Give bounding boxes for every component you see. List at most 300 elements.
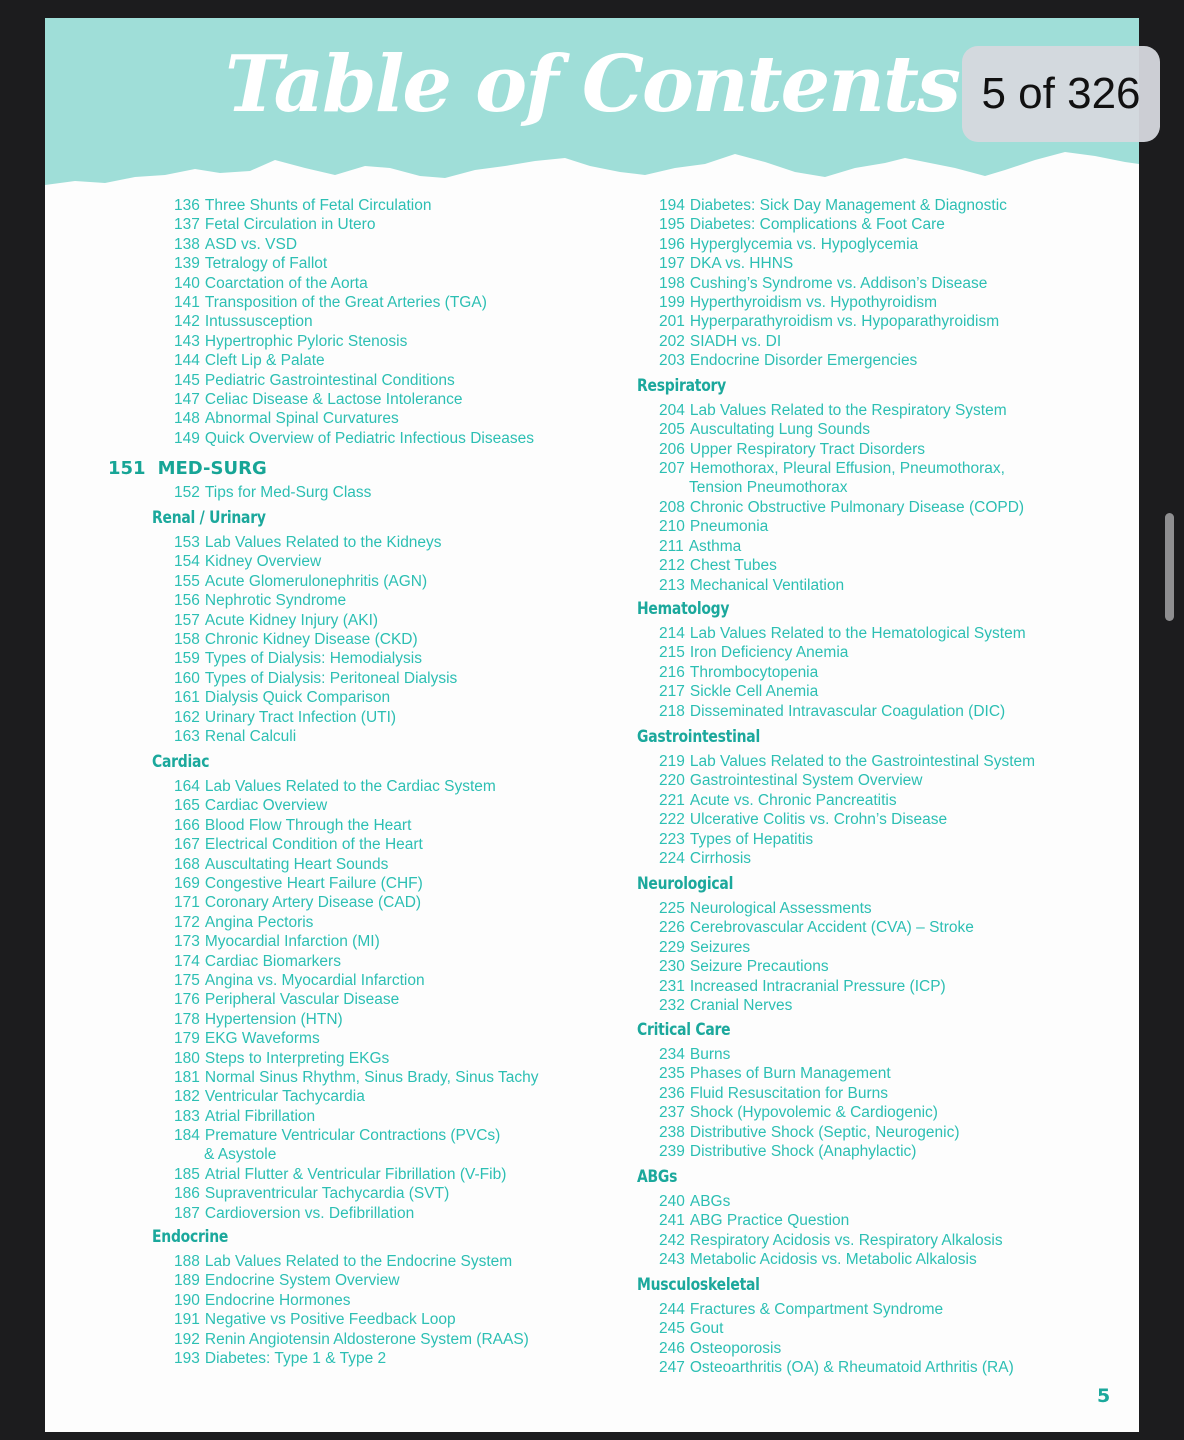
- toc-page-number: 156: [174, 592, 200, 610]
- toc-entry-title: Hyperglycemia vs. Hypoglycemia: [689, 235, 919, 253]
- toc-entry[interactable]: [659, 351, 917, 370]
- toc-page-number: 192: [174, 1330, 200, 1348]
- toc-entry-title: Urinary Tract Infection (UTI): [204, 708, 397, 726]
- toc-page-number: 205: [659, 421, 685, 439]
- toc-entry[interactable]: [659, 1250, 977, 1269]
- toc-entry[interactable]: [174, 1271, 400, 1290]
- toc-entry-title: Fractures & Compartment Syndrome: [689, 1301, 944, 1318]
- toc-entry[interactable]: [174, 727, 296, 746]
- toc-entry-title: Ulcerative Colitis vs. Crohn’s Disease: [689, 811, 948, 829]
- toc-entry[interactable]: [659, 440, 925, 459]
- toc-entry[interactable]: [659, 498, 1024, 517]
- toc-entry[interactable]: [659, 1123, 960, 1142]
- toc-entry-title: Respiratory Acidosis vs. Respiratory Alkalosis: [689, 1231, 1003, 1249]
- toc-entry[interactable]: [174, 274, 368, 293]
- toc-entry[interactable]: [659, 537, 741, 556]
- toc-page-number: 144: [174, 352, 200, 370]
- toc-entry[interactable]: [174, 196, 431, 215]
- toc-entry[interactable]: [659, 1319, 723, 1338]
- toc-entry[interactable]: [659, 1339, 781, 1358]
- toc-entry-title: Hemothorax, Pleural Effusion, Pneumothorax,: [689, 460, 1005, 478]
- toc-entry[interactable]: [174, 630, 418, 649]
- toc-entry-title: Blood Flow Through the Heart: [204, 816, 412, 834]
- toc-entry[interactable]: [659, 1211, 849, 1230]
- toc-entry-title: Acute vs. Chronic Pancreatitis: [689, 791, 897, 809]
- toc-entry[interactable]: [174, 669, 457, 688]
- toc-entry-title: Electrical Condition of the Heart: [204, 836, 423, 854]
- toc-page-number: 157: [174, 611, 200, 629]
- toc-page-number: 137: [174, 216, 200, 234]
- toc-page-number: 169: [174, 875, 200, 892]
- toc-page-number: 199: [659, 294, 685, 311]
- toc-entry-title: ABGs: [689, 1193, 731, 1210]
- toc-page-number: 158: [174, 631, 200, 648]
- toc-entry-title: Normal Sinus Rhythm, Sinus Brady, Sinus Tachy: [204, 1069, 539, 1086]
- toc-page-number: 244: [659, 1301, 685, 1318]
- toc-page-number: 234: [659, 1046, 685, 1063]
- toc-entry[interactable]: [659, 576, 844, 595]
- toc-page-number: 196: [659, 235, 685, 253]
- toc-entry-title: Tetralogy of Fallot: [204, 255, 328, 273]
- toc-entry[interactable]: [659, 771, 922, 790]
- toc-entry-title: Negative vs Positive Feedback Loop: [204, 1311, 456, 1329]
- toc-page-number: 190: [174, 1291, 200, 1309]
- toc-major-title: MED-SURG: [157, 458, 267, 479]
- toc-page-number: 237: [659, 1104, 685, 1122]
- toc-major-page-number: 151: [108, 458, 146, 479]
- toc-entry[interactable]: [659, 810, 947, 829]
- toc-entry-title: Diabetes: Complications & Foot Care: [689, 216, 945, 234]
- toc-page-number: 147: [174, 391, 200, 408]
- toc-page-number: 193: [174, 1350, 200, 1367]
- toc-entry[interactable]: [174, 572, 427, 591]
- toc-entry-title: Diabetes: Sick Day Management & Diagnostic: [689, 197, 1007, 214]
- toc-page-number: 188: [174, 1253, 200, 1270]
- toc-entry[interactable]: [174, 293, 487, 312]
- toc-entry-title: Types of Dialysis: Hemodialysis: [204, 650, 422, 668]
- toc-entry[interactable]: [174, 835, 423, 854]
- toc-entry-title: Seizures: [689, 938, 751, 956]
- toc-entry[interactable]: [174, 409, 399, 428]
- toc-entry-title: Cerebrovascular Accident (CVA) – Stroke: [689, 919, 974, 937]
- toc-entry[interactable]: [659, 254, 793, 273]
- toc-entry[interactable]: [174, 483, 371, 502]
- toc-entry-title: Seizure Precautions: [689, 958, 829, 976]
- toc-entry-title: Shock (Hypovolemic & Cardiogenic): [689, 1104, 938, 1122]
- toc-entry-title: Supraventricular Tachycardia (SVT): [204, 1185, 450, 1203]
- toc-entry-title: Cushing’s Syndrome vs. Addison’s Disease: [689, 274, 988, 292]
- toc-entry[interactable]: [659, 849, 751, 868]
- toc-entry[interactable]: [659, 1064, 891, 1083]
- toc-entry-title: Ventricular Tachycardia: [204, 1088, 365, 1106]
- toc-page-number: 197: [659, 255, 685, 273]
- toc-entry[interactable]: [659, 293, 937, 312]
- toc-entry-title: Acute Kidney Injury (AKI): [204, 611, 379, 629]
- toc-entry-title: Chronic Obstructive Pulmonary Disease (COPD): [689, 499, 1025, 516]
- toc-entry[interactable]: [174, 855, 388, 874]
- toc-page-number: 245: [659, 1320, 685, 1338]
- toc-entry-title: Osteoarthritis (OA) & Rheumatoid Arthritis (RA): [689, 1359, 1014, 1377]
- toc-page-number: 178: [174, 1010, 200, 1028]
- toc-page-number: 219: [659, 753, 685, 770]
- toc-page-number: 231: [659, 977, 685, 995]
- toc-entry[interactable]: [174, 1204, 414, 1223]
- toc-entry-title: Chest Tubes: [689, 557, 777, 575]
- toc-page-number: 211: [659, 537, 684, 555]
- toc-entry-title: ASD vs. VSD: [204, 235, 298, 253]
- toc-page-number: 176: [174, 991, 200, 1009]
- toc-entry-title: Abnormal Spinal Curvatures: [204, 410, 399, 428]
- toc-entry[interactable]: [659, 459, 1005, 478]
- toc-entry-title: Cirrhosis: [689, 850, 752, 867]
- toc-entry[interactable]: [174, 932, 380, 951]
- toc-section-heading: Renal / Urinary: [152, 508, 266, 528]
- toc-entry[interactable]: [659, 702, 1005, 721]
- toc-page-number: 214: [659, 625, 685, 642]
- toc-entry[interactable]: [659, 215, 945, 234]
- toc-page-number: 184: [174, 1127, 200, 1145]
- toc-page-number: 213: [659, 576, 685, 594]
- toc-page-number: 173: [174, 933, 200, 951]
- toc-entry[interactable]: [174, 215, 375, 234]
- toc-entry-title: Metabolic Acidosis vs. Metabolic Alkalosis: [689, 1251, 977, 1269]
- toc-entry[interactable]: [659, 938, 750, 957]
- toc-entry-title: Auscultating Heart Sounds: [204, 855, 389, 873]
- toc-entry[interactable]: [174, 990, 399, 1009]
- toc-section-heading: Respiratory: [637, 376, 727, 396]
- toc-entry-title: Mechanical Ventilation: [689, 576, 845, 594]
- toc-entry[interactable]: [659, 420, 870, 439]
- toc-entry-title: Types of Hepatitis: [689, 830, 814, 848]
- toc-entry[interactable]: [174, 913, 313, 932]
- toc-page-number: 216: [659, 663, 685, 681]
- toc-entry[interactable]: [174, 688, 390, 707]
- toc-entry[interactable]: [659, 1192, 730, 1211]
- toc-page-number: 168: [174, 855, 200, 873]
- toc-entry[interactable]: [174, 1349, 386, 1368]
- toc-entry[interactable]: [659, 643, 848, 662]
- toc-entry-title: Lab Values Related to the Hematological System: [689, 625, 1026, 642]
- toc-page-number: 207: [659, 460, 685, 478]
- toc-page-number: 241: [659, 1212, 685, 1230]
- toc-entry[interactable]: [174, 351, 325, 370]
- toc-entry[interactable]: [174, 332, 407, 351]
- toc-page-number: 204: [659, 402, 685, 419]
- toc-entry[interactable]: [174, 952, 341, 971]
- toc-entry-title: Lab Values Related to the Cardiac System: [204, 778, 496, 795]
- toc-entry[interactable]: [174, 552, 321, 571]
- toc-page-number: 194: [659, 197, 685, 214]
- toc-page-number: 230: [659, 958, 685, 976]
- toc-entry-title: Endocrine System Overview: [204, 1272, 400, 1290]
- toc-entry[interactable]: [659, 996, 792, 1015]
- toc-entry[interactable]: [659, 791, 897, 810]
- toc-entry-title: Cardioversion vs. Defibrillation: [204, 1204, 415, 1222]
- toc-entry[interactable]: [174, 708, 396, 727]
- toc-page-number: 217: [659, 683, 685, 701]
- toc-entry[interactable]: [659, 401, 1007, 420]
- toc-page-number: 191: [174, 1311, 200, 1329]
- toc-entry-title: Intussusception: [204, 313, 313, 331]
- toc-page-number: 235: [659, 1065, 685, 1083]
- toc-entry-title: Atrial Flutter & Ventricular Fibrillation (V-Fib): [204, 1166, 507, 1183]
- toc-entry-title: Hypertrophic Pyloric Stenosis: [204, 332, 408, 350]
- toc-entry[interactable]: [659, 196, 1007, 215]
- toc-page-number: 221: [659, 791, 685, 809]
- toc-entry-title: Nephrotic Syndrome: [204, 592, 347, 610]
- toc-entry-title: Pediatric Gastrointestinal Conditions: [204, 371, 455, 389]
- toc-page-number: 208: [659, 499, 685, 516]
- toc-entry[interactable]: [659, 556, 777, 575]
- toc-entry-title: Cardiac Biomarkers: [204, 952, 341, 970]
- toc-entry[interactable]: [174, 1330, 529, 1349]
- toc-entry-title: SIADH vs. DI: [689, 332, 782, 350]
- toc-page-number: 165: [174, 797, 200, 815]
- toc-entry[interactable]: [174, 1049, 389, 1068]
- toc-entry[interactable]: [659, 977, 946, 996]
- toc-entry[interactable]: [174, 1068, 539, 1087]
- toc-entry-title: ABG Practice Question: [689, 1212, 850, 1230]
- toc-page-number: 201: [659, 313, 685, 331]
- toc-entry-title: Fetal Circulation in Utero: [204, 216, 376, 234]
- toc-entry[interactable]: [659, 918, 974, 937]
- toc-entry[interactable]: [659, 1142, 916, 1161]
- toc-entry[interactable]: [659, 1045, 730, 1064]
- toc-page-number: 136: [174, 197, 200, 214]
- toc-entry[interactable]: [174, 533, 442, 552]
- torn-paper-edge: [45, 148, 1139, 198]
- toc-entry-title: Phases of Burn Management: [689, 1065, 891, 1083]
- toc-entry[interactable]: [659, 332, 781, 351]
- toc-entry[interactable]: [659, 274, 987, 293]
- toc-entry[interactable]: [174, 1165, 506, 1184]
- toc-entry[interactable]: [659, 1084, 888, 1103]
- toc-entry[interactable]: [659, 312, 999, 331]
- toc-page-number: 142: [174, 313, 200, 331]
- toc-entry[interactable]: [174, 1126, 500, 1145]
- toc-entry-title: Lab Values Related to the Respiratory System: [689, 402, 1007, 419]
- toc-page-number: 154: [174, 553, 200, 571]
- toc-entry-title: Increased Intracranial Pressure (ICP): [689, 977, 946, 995]
- toc-page-number: 210: [659, 518, 685, 536]
- toc-entry-title: Tips for Med-Surg Class: [204, 484, 372, 501]
- toc-entry[interactable]: [174, 893, 421, 912]
- toc-entry-title: Peripheral Vascular Disease: [204, 991, 400, 1009]
- toc-section-heading: Neurological: [637, 874, 734, 894]
- toc-page-number: 226: [659, 919, 685, 937]
- toc-page-number: 138: [174, 235, 200, 253]
- toc-entry[interactable]: [174, 611, 378, 630]
- toc-page-number: 186: [174, 1185, 200, 1203]
- toc-page-number: 225: [659, 900, 685, 917]
- toc-page-number: 174: [174, 952, 200, 970]
- toc-entry[interactable]: [174, 312, 313, 331]
- toc-entry[interactable]: [174, 1291, 350, 1310]
- toc-entry-title: Hyperthyroidism vs. Hypothyroidism: [689, 294, 938, 311]
- toc-section-heading: ABGs: [637, 1167, 678, 1187]
- toc-entry-title: Pneumonia: [689, 518, 769, 536]
- toc-page-number: 175: [174, 972, 200, 989]
- toc-entry-title: Kidney Overview: [204, 553, 322, 571]
- toc-page-number: 222: [659, 811, 685, 829]
- toc-entry-title: Osteoporosis: [689, 1339, 782, 1357]
- toc-page-number: 243: [659, 1251, 685, 1269]
- toc-entry-title: Lab Values Related to the Kidneys: [204, 534, 442, 551]
- toc-entry-title: Disseminated Intravascular Coagulation (DIC): [689, 702, 1006, 720]
- toc-entry[interactable]: [659, 682, 818, 701]
- toc-entry[interactable]: [174, 971, 425, 990]
- toc-page-number: 149: [174, 429, 200, 447]
- toc-entry-title: Acute Glomerulonephritis (AGN): [204, 572, 428, 590]
- toc-entry-title: Hypertension (HTN): [204, 1010, 343, 1028]
- toc-entry-title: Angina Pectoris: [204, 913, 314, 931]
- toc-section-heading: Musculoskeletal: [637, 1275, 760, 1295]
- toc-entry[interactable]: [174, 591, 346, 610]
- toc-entry[interactable]: [174, 1252, 512, 1271]
- toc-entry-title: Dialysis Quick Comparison: [204, 689, 391, 707]
- toc-entry[interactable]: [174, 649, 422, 668]
- toc-entry-title: Celiac Disease & Lactose Intolerance: [204, 391, 463, 408]
- toc-entry-title: Three Shunts of Fetal Circulation: [204, 197, 432, 214]
- toc-entry-title: Myocardial Infarction (MI): [204, 933, 380, 951]
- toc-entry-title: Congestive Heart Failure (CHF): [204, 875, 423, 892]
- toc-page-number: 139: [174, 255, 200, 273]
- toc-entry[interactable]: [659, 517, 768, 536]
- toc-page-number: 153: [174, 534, 200, 551]
- toc-page-number: 232: [659, 997, 685, 1014]
- toc-page-number: 206: [659, 440, 685, 458]
- toc-entry[interactable]: [659, 830, 813, 849]
- toc-entry-title: Angina vs. Myocardial Infarction: [204, 972, 425, 989]
- toc-entry-title: Types of Dialysis: Peritoneal Dialysis: [204, 669, 458, 687]
- toc-entry[interactable]: [659, 752, 1035, 771]
- toc-entry[interactable]: [659, 1103, 938, 1122]
- toc-page-number: 166: [174, 816, 200, 834]
- document-page: [45, 18, 1139, 1432]
- toc-entry-title: Endocrine Hormones: [204, 1291, 351, 1309]
- toc-page-number: 161: [174, 689, 200, 707]
- toc-entry-title: Asthma: [688, 537, 742, 555]
- toc-entry[interactable]: [659, 1358, 1014, 1377]
- toc-entry[interactable]: [174, 796, 327, 815]
- toc-entry-continuation: Tension Pneumothorax: [689, 478, 848, 496]
- toc-page-number: 242: [659, 1231, 685, 1249]
- toc-page-number: 145: [174, 371, 200, 389]
- toc-entry-title: Fluid Resuscitation for Burns: [689, 1084, 889, 1102]
- toc-entry[interactable]: [174, 1310, 456, 1329]
- toc-page-number: 223: [659, 830, 685, 848]
- toc-entry-title: Transposition of the Great Arteries (TGA): [204, 294, 487, 311]
- toc-entry-title: Thrombocytopenia: [689, 663, 819, 681]
- toc-page-number: 160: [174, 669, 200, 687]
- toc-page-number: 238: [659, 1123, 685, 1141]
- toc-entry[interactable]: [659, 957, 829, 976]
- toc-page-number: 187: [174, 1204, 200, 1222]
- toc-entry[interactable]: [174, 254, 327, 273]
- toc-page-number: 212: [659, 557, 685, 575]
- toc-entry[interactable]: [174, 1184, 449, 1203]
- toc-page-number: 203: [659, 352, 685, 370]
- toc-entry[interactable]: [659, 663, 818, 682]
- toc-entry-title: Renal Calculi: [204, 728, 297, 745]
- toc-page-number: 180: [174, 1049, 200, 1067]
- toc-page-number: 171: [174, 894, 200, 912]
- toc-entry-title: Atrial Fibrillation: [204, 1107, 316, 1125]
- toc-entry-title: Sickle Cell Anemia: [689, 683, 819, 701]
- toc-entry[interactable]: [174, 371, 455, 390]
- toc-page-number: 182: [174, 1088, 200, 1106]
- toc-page-number: 185: [174, 1166, 200, 1183]
- toc-entry-title: Hyperparathyroidism vs. Hypoparathyroidism: [689, 313, 1000, 331]
- toc-entry-title: Chronic Kidney Disease (CKD): [204, 631, 418, 648]
- toc-entry-title: Premature Ventricular Contractions (PVCs): [204, 1127, 501, 1145]
- toc-page-number: 202: [659, 332, 685, 350]
- toc-page-number: 229: [659, 938, 685, 956]
- toc-page-number: 155: [174, 572, 200, 590]
- toc-entry-title: Diabetes: Type 1 & Type 2: [204, 1350, 387, 1367]
- toc-entry[interactable]: [174, 1107, 315, 1126]
- toc-entry[interactable]: [659, 899, 872, 918]
- toc-page-number: 167: [174, 836, 200, 854]
- toc-entry[interactable]: [174, 1029, 320, 1048]
- toc-entry-title: EKG Waveforms: [204, 1030, 320, 1048]
- toc-entry[interactable]: [659, 1231, 1003, 1250]
- toc-entry-title: Iron Deficiency Anemia: [689, 644, 849, 662]
- toc-entry[interactable]: [174, 1087, 365, 1106]
- toc-entry-title: Renin Angiotensin Aldosterone System (RAAS): [204, 1330, 529, 1348]
- toc-section-heading: Hematology: [637, 599, 730, 619]
- toc-page-number: 148: [174, 410, 200, 428]
- toc-page-number: 215: [659, 644, 685, 662]
- page-counter-badge: 5 of 326: [962, 46, 1160, 142]
- toc-page-number: 164: [174, 778, 200, 795]
- toc-entry[interactable]: [174, 816, 411, 835]
- toc-entry[interactable]: [659, 235, 918, 254]
- toc-page-number: 162: [174, 708, 200, 726]
- toc-entry[interactable]: [174, 777, 496, 796]
- toc-entry-title: Burns: [689, 1046, 731, 1063]
- toc-section-heading: Endocrine: [152, 1227, 229, 1247]
- toc-entry-title: Upper Respiratory Tract Disorders: [689, 440, 926, 458]
- toc-entry-title: Quick Overview of Pediatric Infectious Diseases: [204, 429, 534, 447]
- toc-entry[interactable]: [174, 1010, 343, 1029]
- toc-entry-title: Neurological Assessments: [689, 900, 872, 917]
- toc-page-number: 236: [659, 1084, 685, 1102]
- toc-page-number: 163: [174, 728, 200, 745]
- toc-page-number: 189: [174, 1272, 200, 1290]
- toc-page-number: 246: [659, 1339, 685, 1357]
- toc-page-number: 181: [174, 1069, 200, 1086]
- toc-entry[interactable]: [174, 429, 534, 448]
- toc-section-heading: Critical Care: [637, 1020, 731, 1040]
- vertical-scrollbar[interactable]: [1165, 513, 1174, 621]
- toc-entry[interactable]: [174, 390, 463, 409]
- toc-entry-title: Gout: [689, 1320, 724, 1338]
- toc-entry[interactable]: [659, 1300, 943, 1319]
- toc-entry-title: Steps to Interpreting EKGs: [204, 1049, 390, 1067]
- toc-entry[interactable]: [659, 624, 1026, 643]
- toc-entry-continuation: & Asystole: [204, 1145, 277, 1163]
- toc-major-heading[interactable]: [108, 458, 267, 479]
- toc-entry-title: Cardiac Overview: [204, 797, 328, 815]
- toc-page-number: 152: [174, 484, 200, 501]
- toc-entry[interactable]: [174, 235, 297, 254]
- toc-entry[interactable]: [174, 874, 423, 893]
- toc-entry-title: DKA vs. HHNS: [689, 255, 794, 273]
- toc-page-number: 220: [659, 772, 685, 790]
- toc-page-number: 224: [659, 850, 685, 867]
- page-title: Table of Contents: [225, 39, 959, 130]
